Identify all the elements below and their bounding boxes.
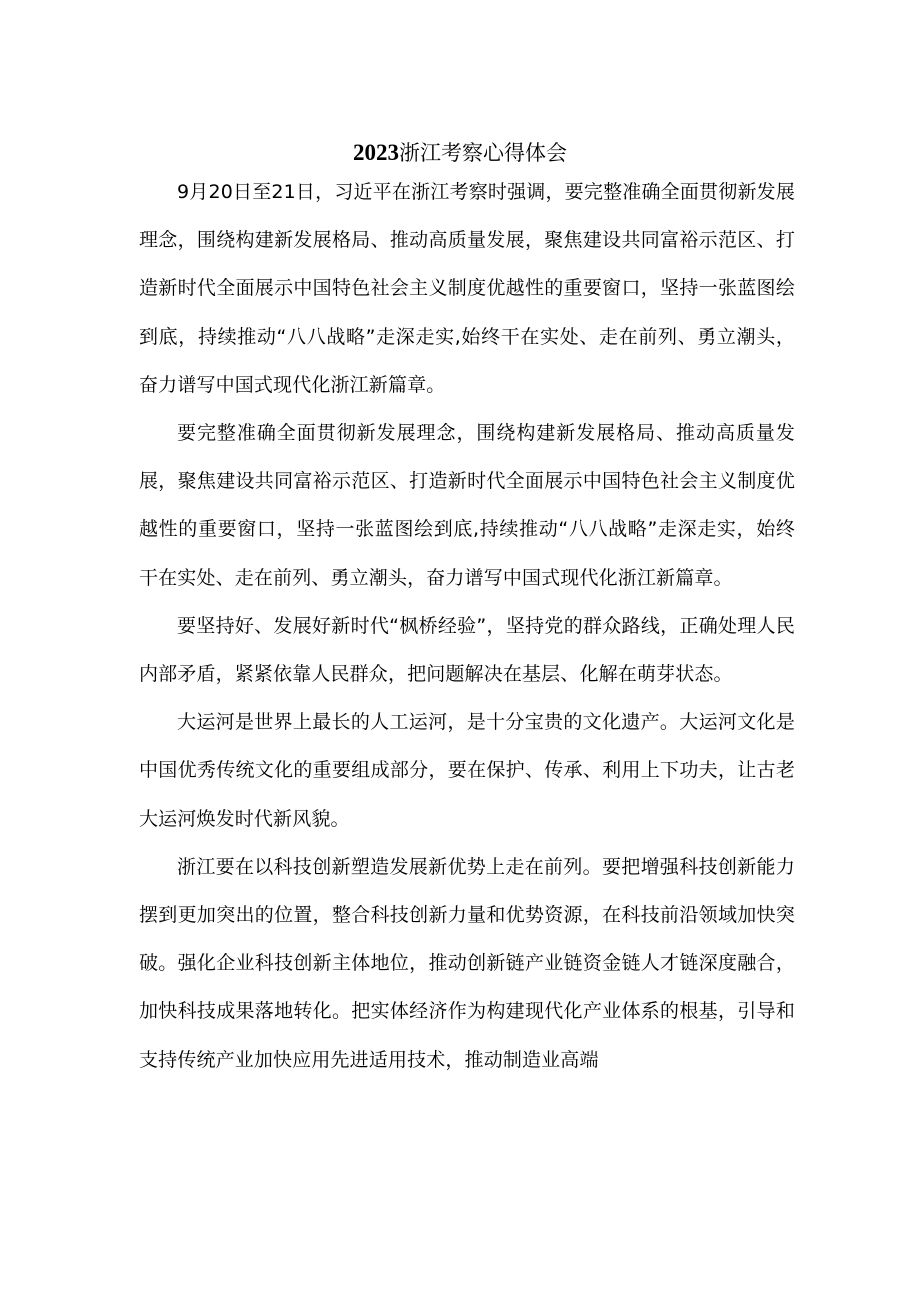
title-year: 2023 [353,139,399,165]
document-body [139,168,795,1084]
paragraph-grand-canal: 大运河是世界上最长的人工运河，是十分宝贵的文化遗产。大运河文化是中国优秀传统文化的重要组成部分，要在保护、传承、利用上下功夫，让古老大运河焕发时代新风貌。 [139,711,795,830]
paragraph-development-concept: 要完整准确全面贯彻新发展理念，围绕构建新发展格局、推动高质量发展，聚焦建设共同富裕示范区、打造新时代全面展示中国特色社会主义制度优越性的重要窗口，坚持一张蓝图绘到底,持续推动“八八战略”走深走实，始终干在实处、走在前列、勇立潮头，奋力谱写中国式现代化浙江新篇章。 [139,422,795,589]
document-title [0,137,920,169]
paragraph-inspection-summary: 9月20日至21日，习近平在浙江考察时强调，要完整准确全面贯彻新发展理念，围绕构建新发展格局、推动高质量发展，聚焦建设共同富裕示范区、打造新时代全面展示中国特色社会主义制度优越性的重要窗口，坚持一张蓝图绘到底，持续推动“八八战略”走深走实,始终干在实处、走在前列、勇立潮头，奋力谱写中国式现代化浙江新篇章。 [139,181,795,396]
paragraph-fengqiao-experience: 要坚持好、发展好新时代“枫桥经验”，坚持党的群众路线，正确处理人民内部矛盾，紧紧依靠人民群众，把问题解决在基层、化解在萌芽状态。 [139,614,795,686]
paragraph-tech-innovation: 浙江要在以科技创新塑造发展新优势上走在前列。要把增强科技创新能力摆到更加突出的位置，整合科技创新力量和优势资源，在科技前沿领域加快突破。强化企业科技创新主体地位，推动创新链产业链资金链人才链深度融合，加快科技成果落地转化。把实体经济作为构建现代化产业体系的根基，引导和支持传统产业加快应用先进适用技术，推动制造业高端 [139,855,795,1071]
title-text: 浙江考察心得体会 [399,140,567,165]
